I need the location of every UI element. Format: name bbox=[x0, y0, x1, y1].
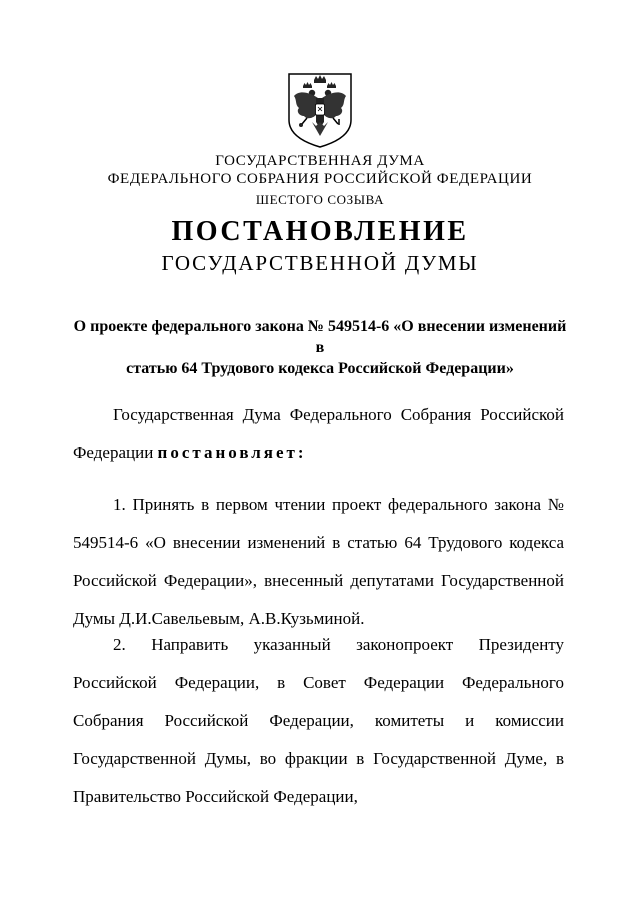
org-name-line2: ФЕДЕРАЛЬНОГО СОБРАНИЯ РОССИЙСКОЙ ФЕДЕРАЦИИ bbox=[107, 171, 533, 187]
convocation-line: ШЕСТОГО СОЗЫВА bbox=[255, 192, 385, 207]
subject-line2: статью 64 Трудового кодекса Российской Федерации» bbox=[126, 360, 514, 377]
subject-line1: О проекте федерального закона № 549514-6 «О внесении изменений в bbox=[73, 318, 567, 356]
russian-coat-of-arms-icon bbox=[285, 70, 355, 150]
resolution-item-1: 1. Принять в первом чтении проект федерального закона № 549514-6 «О внесении изменений в статью 64 Трудового кодекса Российской Федерации», внесенный депутатами Государственной Думы Д.И.Савельевым, А.В.Кузьминой. bbox=[73, 495, 564, 628]
intro-text: Государственная Дума Федерального Собрания Российской Федерации bbox=[73, 405, 564, 462]
document-type-subtitle: ГОСУДАРСТВЕННОЙ ДУМЫ bbox=[161, 251, 479, 275]
document-subject bbox=[70, 316, 570, 379]
document-type-title: ПОСТАНОВЛЕНИЕ bbox=[171, 216, 469, 247]
resolution-intro bbox=[73, 396, 564, 472]
org-name-line1: ГОСУДАРСТВЕННАЯ ДУМА bbox=[215, 153, 425, 169]
resolution-item-2: 2. Направить указанный законопроект Президенту Российской Федерации, в Совет Федерации Федерального Собрания Российской Федерации, комитеты и комиссии Государственной Думы, во фракции в Государственной Думе, в Правительство Российской Федерации, bbox=[73, 635, 564, 806]
resolves-word: постановляет: bbox=[157, 443, 307, 462]
